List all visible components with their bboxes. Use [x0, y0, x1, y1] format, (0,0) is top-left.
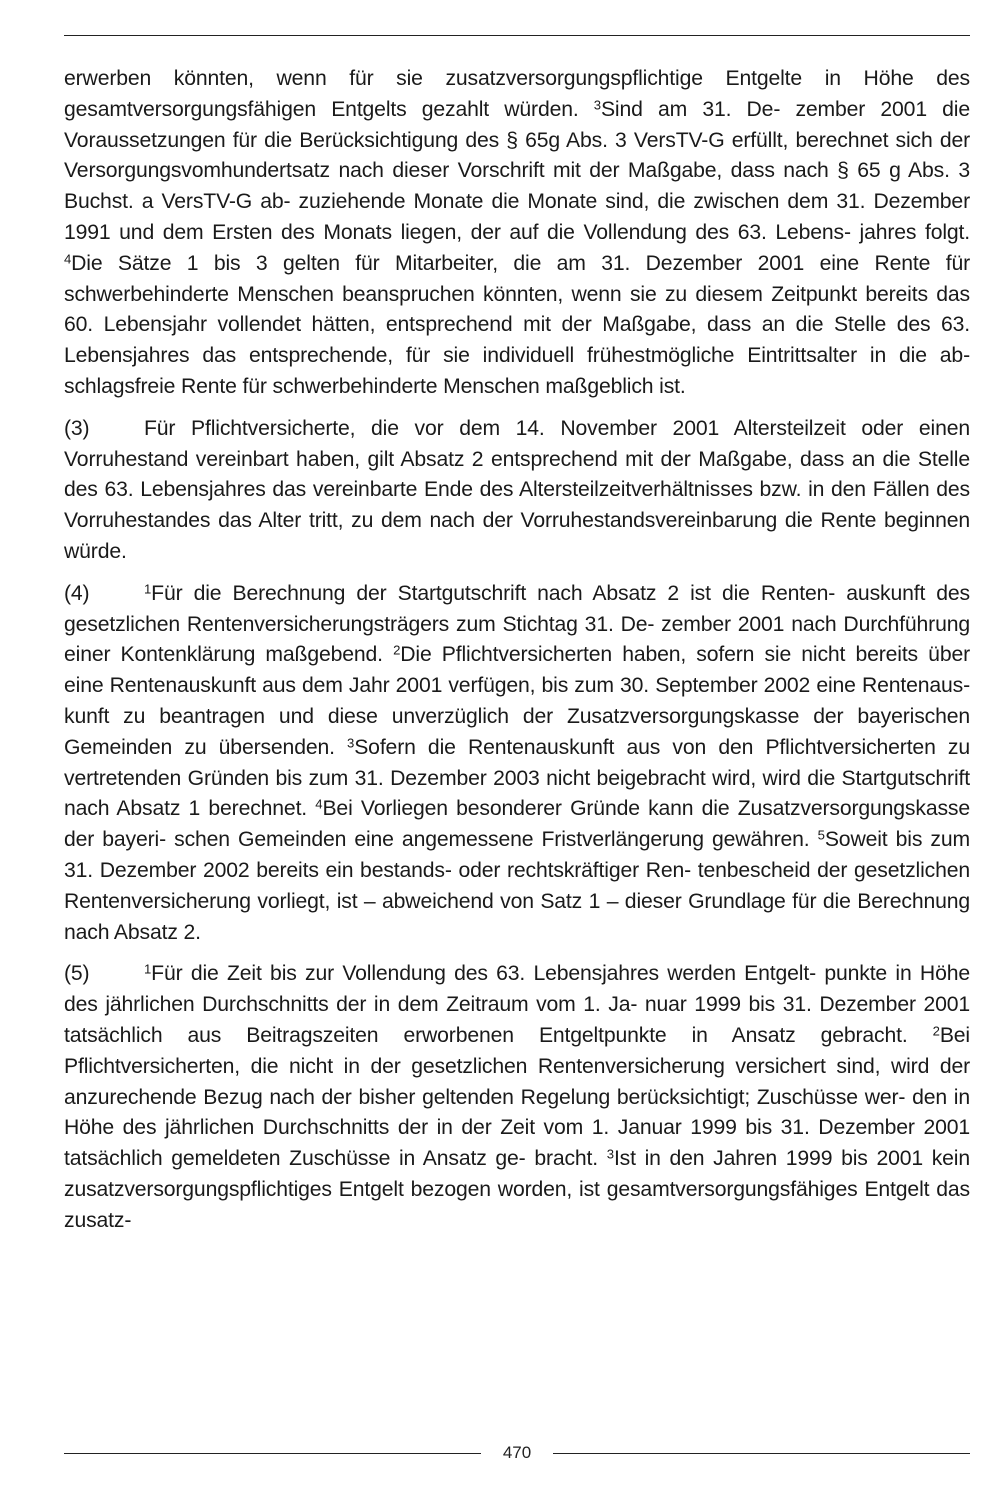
sentence-number: 3	[593, 97, 601, 113]
text-line: den in Höhe des jährlichen Durchschnitts der in der Zeit vom 1. Januar 1999	[64, 1085, 970, 1140]
text-line: der Maßgabe, dass an die Stelle des 63. Lebensjahres das vereinbarte Ende	[64, 447, 970, 502]
sentence-number: 2	[393, 642, 401, 658]
text-line: nicht beigebracht wird, wird die Startgutschrift nach Absatz 1 berechnet.	[64, 766, 970, 821]
text-line: Bezug nach der bisher geltenden Regelung berücksichtigt; Zuschüsse wer-	[203, 1085, 906, 1109]
text-line: punkte in Höhe des jährlichen Durchschnitts der in dem Zeitraum vom 1. Ja-	[64, 962, 970, 1017]
sentence-number: 4	[315, 796, 323, 812]
text-line: Vorliegen besonderer Gründe kann die Zusatzversorgungskasse der bayeri-	[64, 797, 970, 852]
text-line: oder einen Vorruhestand vereinbart haben, gilt Absatz 2 entsprechend mit	[64, 416, 970, 471]
sentence-number: 3	[606, 1146, 614, 1162]
text-line: zember 2001 nach Durchführung einer Kontenklärung maßgebend.	[64, 612, 970, 667]
text-line: des gesamtversorgungsfähigen Entgelts gezahlt würden.	[64, 67, 970, 121]
text-line: bis zum 31. Dezember 2002 bereits ein bestands- oder rechtskräftiger Ren-	[64, 828, 970, 882]
sentence-number: 3	[347, 735, 355, 751]
sentence-number: 1	[144, 961, 152, 977]
paragraph-label: (3)	[64, 416, 90, 440]
text-line: entsprechende, für sie individuell frühestmögliche Eintrittsalter in die ab-	[249, 344, 970, 368]
text-line: schlagsfreie Rente für schwerbehinderte Menschen maßgeblich ist.	[64, 374, 686, 398]
text-line: von Satz 1 – dieser Grundlage für die Berechnung nach Absatz 2.	[64, 889, 970, 944]
text-line: Für die Zeit bis zur Vollendung des 63. Lebensjahres werden Entgelt-	[151, 962, 816, 986]
page-footer	[64, 1443, 970, 1463]
continuation-paragraph	[64, 64, 970, 403]
text-line: schen Gemeinden eine angemessene Fristverlängerung gewähren.	[174, 828, 818, 852]
top-rule	[64, 35, 970, 36]
text-line: Die Sätze 1 bis 3 gelten für Mitarbeiter, die am 31. Dezember	[71, 251, 743, 275]
text-line: Für Pflichtversicherte, die vor dem 14. November 2001 Altersteilzeit	[144, 416, 846, 440]
sentence-number: 5	[817, 827, 825, 843]
text-line: würde.	[64, 539, 127, 563]
paragraph-label: (4)	[64, 581, 90, 605]
text-line: kunft zu beantragen und diese unverzüglich der Zusatzversorgungskasse der	[64, 704, 844, 728]
text-line: Für die Berechnung der Startgutschrift nach Absatz 2 ist die Renten-	[151, 581, 836, 605]
text-line: zuziehende Monate die Monate sind, die zwischen dem 31. Dezember 1991	[64, 190, 970, 244]
text-line: Entgelt bezogen worden, ist gesamtversorgungsfähiges Entgelt das zusatz-	[64, 1177, 970, 1232]
page-number: 470	[502, 1443, 532, 1462]
text-line: Die	[400, 643, 432, 667]
footer-rule-left	[64, 1453, 481, 1454]
text-line: Entgeltpunkte in Ansatz gebracht.	[538, 1023, 933, 1047]
text-line: des Altersteilzeitverhältnisses bzw. in den Fällen des Vorruhestandes das	[64, 478, 970, 533]
paragraph-4	[64, 579, 970, 949]
text-line: bis 31. Dezember 2001 tatsächlich gemeldeten Zuschüsse in Ansatz ge-	[64, 1116, 970, 1171]
paragraph-3	[64, 414, 970, 568]
text-line: den Pflichtversicherten zu vertretenden Gründen bis zum 31. Dezember 2003	[64, 735, 970, 790]
body-text	[64, 64, 970, 1236]
paragraph-label: (5)	[64, 962, 90, 986]
text-line: auskunft des gesetzlichen Rentenversicherungsträgers zum Stichtag 31. De-	[64, 581, 970, 636]
text-line: Alter tritt, zu dem nach der Vorruhestandsvereinbarung die Rente beginnen	[258, 509, 970, 533]
text-line: bracht.	[534, 1147, 607, 1171]
text-line: bayerischen Gemeinden zu übersenden.	[64, 704, 970, 759]
text-line: jahres folgt.	[859, 220, 970, 244]
sentence-number: 2	[932, 1023, 940, 1039]
text-line: tenbescheid der gesetzlichen Rentenversicherung vorliegt, ist – abweichend	[64, 858, 971, 913]
text-line: erwerben könnten, wenn für sie zusatzversorgungspflichtige Entgelte in Höhe	[64, 67, 914, 90]
text-line: VersTV-G erfüllt, berechnet sich der Versorgungsvomhundertsatz nach dieser	[64, 128, 970, 183]
footer-rule-right	[553, 1453, 970, 1454]
text-line: Bei	[322, 797, 353, 821]
text-line: Pflichtversicherten haben, sofern sie nicht bereits über eine Rentenauskunft	[64, 643, 970, 698]
sentence-number: 1	[144, 581, 152, 597]
text-line: Vorschrift mit der Maßgabe, dass nach § 65 g Abs. 3 Buchst. a VersTV-G ab-	[64, 159, 970, 214]
text-line: zember 2001 die Voraussetzungen für die Berücksichtigung des § 65g Abs. 3	[64, 97, 970, 152]
text-line: wenn sie zu diesem Zeitpunkt bereits das 60. Lebensjahr vollendet hätten,	[64, 282, 970, 337]
text-line: gesetzlichen Rentenversicherung versichert sind, wird der anzurechende	[64, 1054, 970, 1109]
text-line: Soweit	[824, 828, 888, 852]
text-line: nuar 1999 bis 31. Dezember 2001 tatsächlich aus Beitragszeiten erworbenen	[64, 993, 970, 1047]
text-line: und dem Ersten des Monats liegen, der auf die Vollendung des 63. Lebens-	[119, 220, 851, 244]
text-line: Bei Pflichtversicherten, die nicht in der	[64, 1023, 970, 1078]
text-line: Ist in den Jahren 1999 bis 2001 kein zusatzversorgungspflichtiges	[64, 1147, 970, 1201]
sentence-number: 4	[64, 251, 72, 267]
text-line: aus dem Jahr 2001 verfügen, bis zum 30. September 2002 eine Rentenaus-	[262, 674, 970, 698]
text-line: 2001 eine Rente für schwerbehinderte Menschen beanspruchen könnten,	[64, 251, 970, 306]
text-line: entsprechend mit der Maßgabe, dass an die Stelle des 63. Lebensjahres das	[64, 313, 970, 368]
text-line: Sofern die Rentenauskunft aus von	[354, 735, 707, 759]
text-line: Sind am 31. De-	[600, 97, 781, 121]
paragraph-5	[64, 959, 970, 1236]
